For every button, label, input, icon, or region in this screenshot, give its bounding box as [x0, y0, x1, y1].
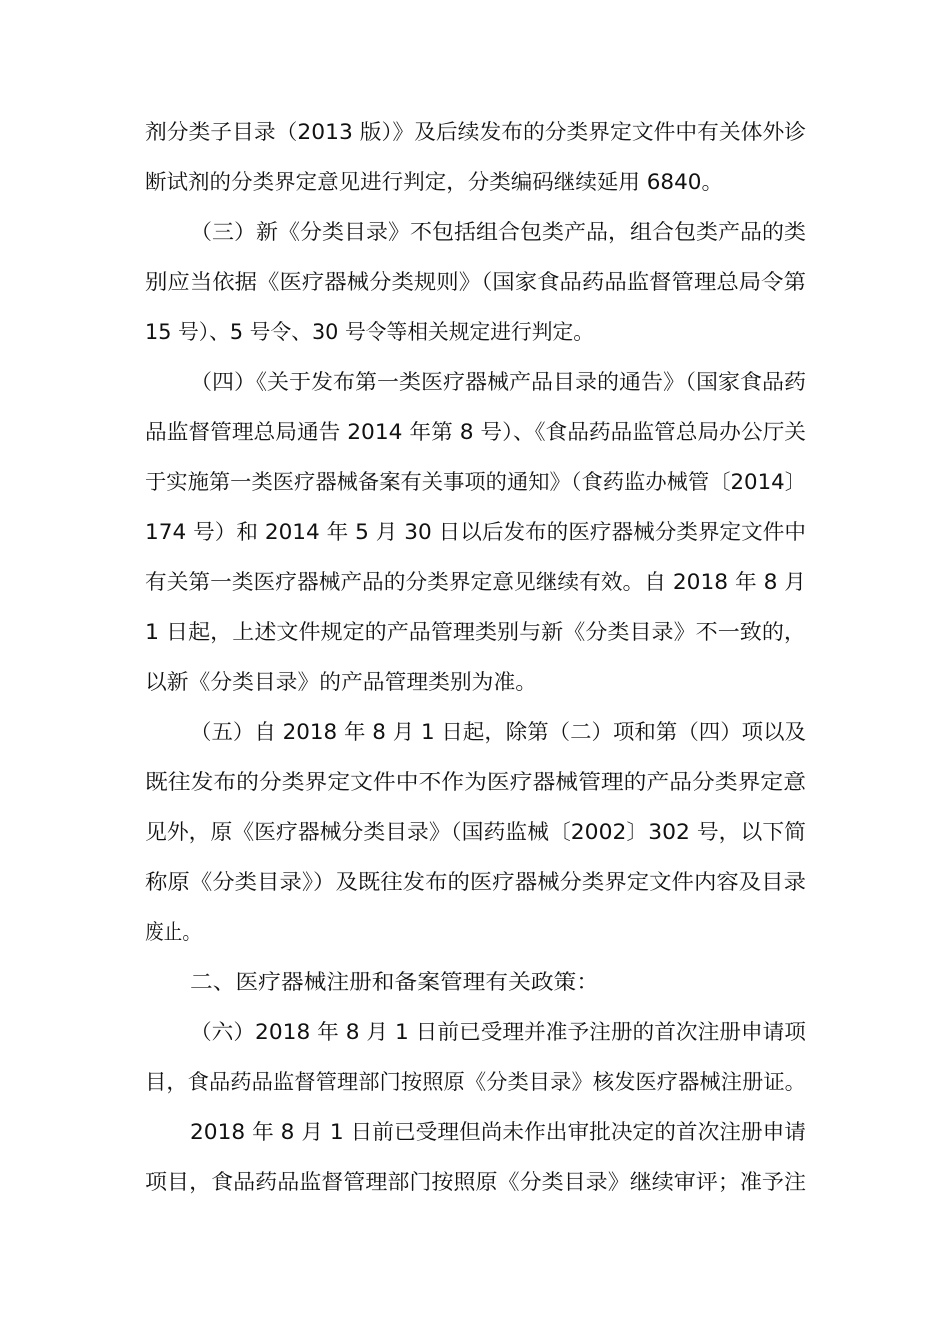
line-text: 目，食品药品监督管理部门按照原《分类目录》核发医疗器械注册证。: [145, 1070, 806, 1094]
line-text: 项目，食品药品监督管理部门按照原《分类目录》继续审评；准予注: [145, 1170, 806, 1194]
text-line: [0, 564, 950, 600]
line-text: 1 日起，上述文件规定的产品管理类别与新《分类目录》不一致的，: [145, 620, 807, 644]
text-line: [0, 164, 950, 200]
line-text: 废止。: [145, 920, 201, 944]
line-text: 品监督管理总局通告 2014 年第 8 号）、《食品药品监管总局办公厅关: [145, 420, 806, 444]
text-line: [0, 864, 950, 900]
text-line: [0, 1064, 950, 1100]
line-text: 剂分类子目录（2013 版）》及后续发布的分类界定文件中有关体外诊: [145, 120, 806, 144]
text-line: [0, 364, 950, 400]
text-line: [0, 1014, 950, 1050]
text-line: [0, 414, 950, 450]
text-line: [0, 964, 950, 1000]
text-line: [0, 314, 950, 350]
text-line: [0, 664, 950, 700]
line-text: 以新《分类目录》的产品管理类别为准。: [145, 670, 537, 694]
text-line: [0, 764, 950, 800]
line-text: 15 号）、5 号令、30 号令等相关规定进行判定。: [145, 320, 594, 344]
text-line: [0, 1114, 950, 1150]
text-line: [0, 1164, 950, 1200]
line-text: 见外，原《医疗器械分类目录》（国药监械〔2002〕302 号，以下简: [145, 820, 806, 844]
line-text: （四）《关于发布第一类医疗器械产品目录的通告》（国家食品药: [190, 370, 807, 394]
line-text: 二、医疗器械注册和备案管理有关政策：: [190, 970, 599, 994]
line-text: 2018 年 8 月 1 日前已受理但尚未作出审批决定的首次注册申请: [190, 1120, 806, 1144]
text-line: [0, 914, 950, 950]
text-line: [0, 214, 950, 250]
line-text: （三）新《分类目录》不包括组合包类产品，组合包类产品的类: [190, 220, 807, 244]
text-line: [0, 814, 950, 850]
text-line: [0, 714, 950, 750]
text-line: [0, 614, 950, 650]
line-text: 称原《分类目录》）及既往发布的医疗器械分类界定文件内容及目录: [145, 870, 806, 894]
text-line: [0, 114, 950, 150]
text-line: [0, 264, 950, 300]
line-text: 既往发布的分类界定文件中不作为医疗器械管理的产品分类界定意: [145, 770, 806, 794]
line-text: （六）2018 年 8 月 1 日前已受理并准予注册的首次注册申请项: [190, 1020, 806, 1044]
text-line: [0, 464, 950, 500]
line-text: 断试剂的分类界定意见进行判定，分类编码继续延用 6840。: [145, 170, 723, 194]
line-text: 有关第一类医疗器械产品的分类界定意见继续有效。自 2018 年 8 月: [145, 570, 806, 594]
line-text: （五）自 2018 年 8 月 1 日起，除第（二）项和第（四）项以及: [190, 720, 806, 744]
line-text: 于实施第一类医疗器械备案有关事项的通知》（食药监办械管〔2014〕: [145, 470, 806, 494]
line-text: 174 号）和 2014 年 5 月 30 日以后发布的医疗器械分类界定文件中: [145, 520, 806, 544]
line-text: 别应当依据《医疗器械分类规则》（国家食品药品监督管理总局令第: [145, 270, 806, 294]
text-line: [0, 514, 950, 550]
